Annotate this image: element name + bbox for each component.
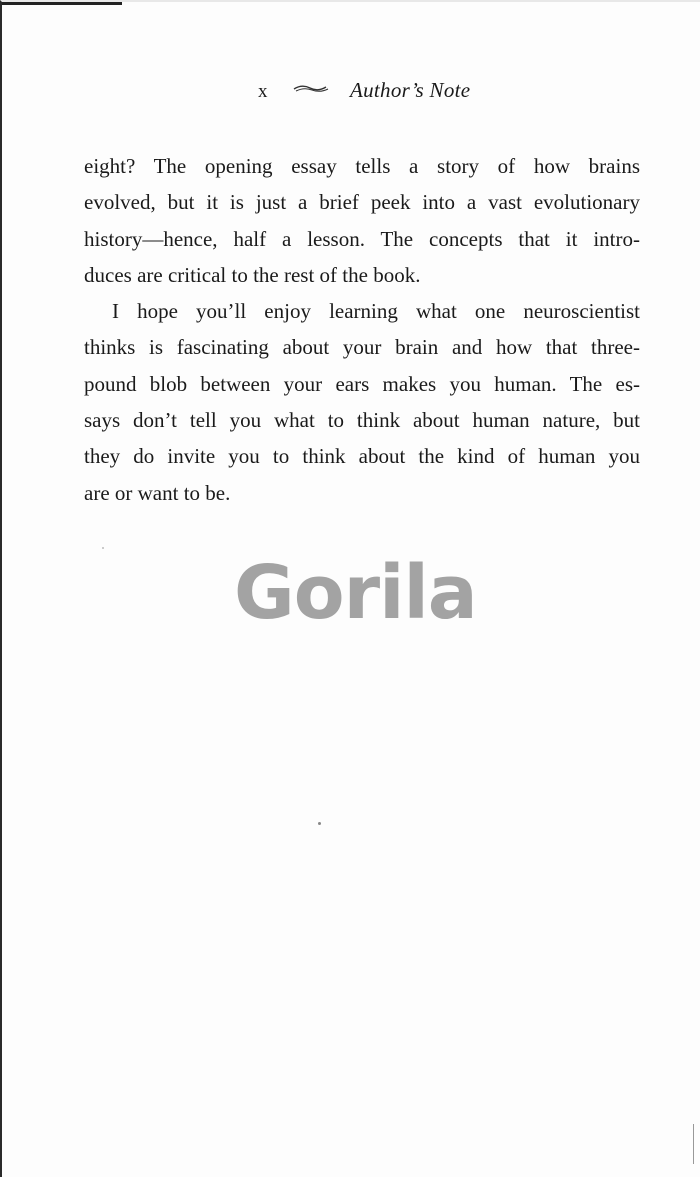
text-line: they do invite you to think about the kind of human you (84, 444, 640, 469)
paragraph-1 (84, 148, 640, 293)
paragraph-2 (84, 293, 640, 511)
text-line: eight? The opening essay tells a story of how brains (84, 154, 640, 178)
text-line: I hope you’ll enjoy learning what one neuroscientist (112, 299, 640, 324)
text-line: evolved, but it is just a brief peek into a vast evolutionary (84, 190, 640, 215)
scan-speck (102, 547, 104, 549)
chapter-title: Author’s Note (350, 78, 471, 102)
scan-speck (318, 822, 321, 825)
text-line: says don’t tell you what to think about human nature, but (84, 408, 640, 433)
watermark-logo: Gorila (234, 550, 477, 636)
text-line: pound blob between your ears makes you human. The es- (84, 371, 640, 396)
scan-edge (2, 2, 122, 5)
text-line: history—hence, half a lesson. The concepts that it intro- (84, 226, 640, 251)
ornament-icon (292, 78, 332, 104)
text-line: thinks is fascinating about your brain and how that three- (84, 335, 640, 360)
text-line: are or want to be. (84, 480, 231, 505)
body-text (84, 148, 640, 511)
text-line: duces are critical to the rest of the book. (84, 262, 421, 287)
scan-edge-mark (693, 1124, 698, 1164)
page-number: x (258, 81, 268, 102)
